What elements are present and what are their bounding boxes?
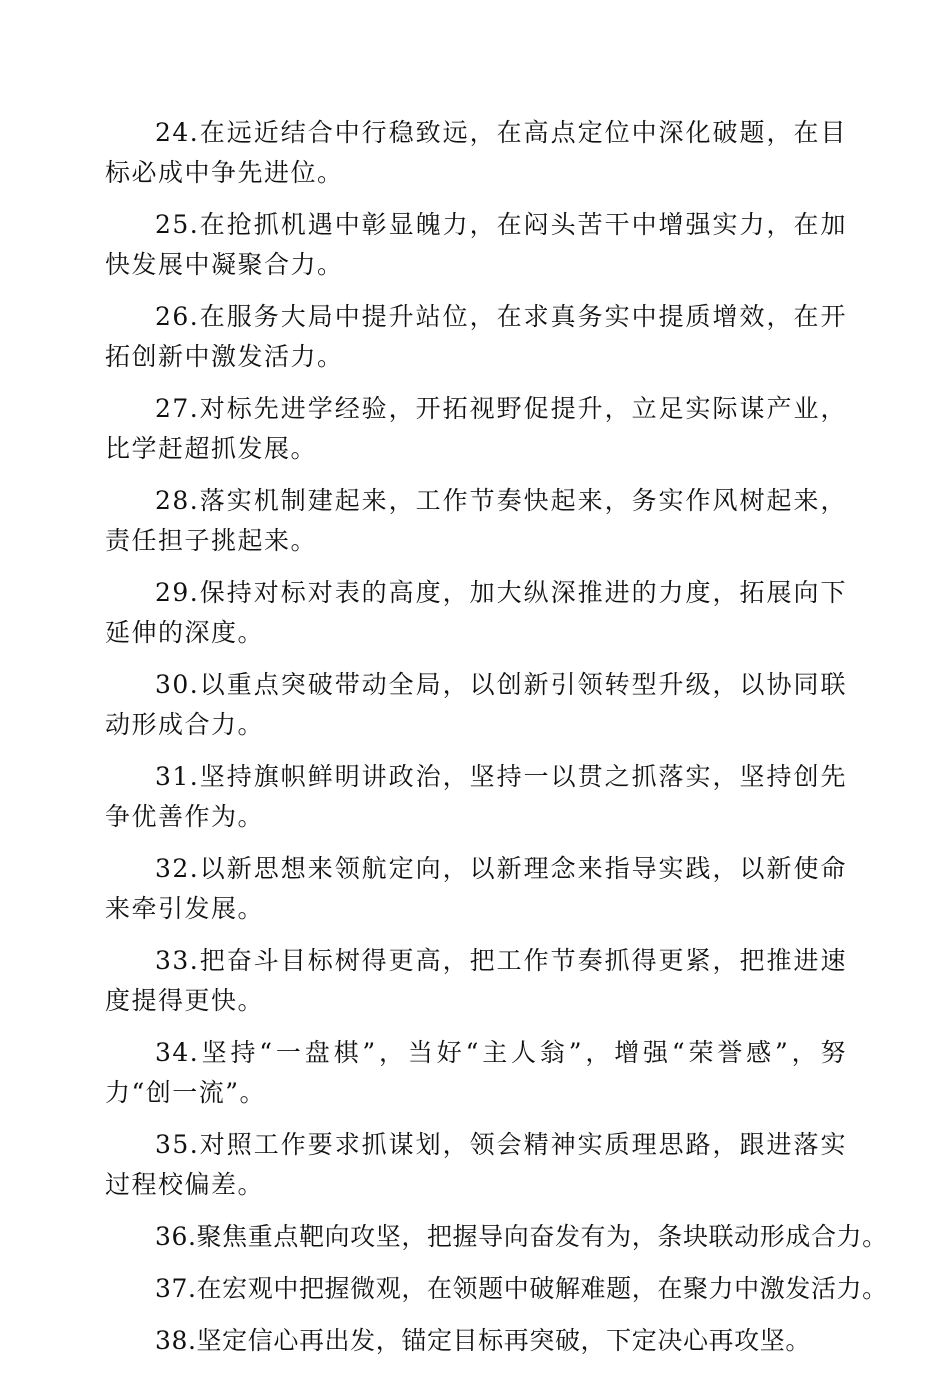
- paragraph-37: 37.在宏观中把握微观，在领题中破解难题，在聚力中激发活力。: [155, 1274, 888, 1303]
- paragraph-35: 35.对照工作要求抓谋划，领会精神实质理思路，跟进落实过程校偏差。: [105, 1130, 847, 1199]
- document-body: [105, 113, 888, 1373]
- paragraph-38: 38.坚定信心再出发，锚定目标再突破，下定决心再攻坚。: [155, 1326, 811, 1355]
- paragraph-30: 30.以重点突破带动全局，以创新引领转型升级，以协同联动形成合力。: [105, 670, 847, 739]
- paragraph-33: 33.把奋斗目标树得更高，把工作节奏抓得更紧，把推进速度提得更快。: [105, 946, 847, 1015]
- paragraph-29: 29.保持对标对表的高度，加大纵深推进的力度，拓展向下延伸的深度。: [105, 578, 847, 647]
- paragraph-32: 32.以新思想来领航定向，以新理念来指导实践，以新使命来牵引发展。: [105, 854, 847, 923]
- paragraph-24: 24.在远近结合中行稳致远，在高点定位中深化破题，在目标必成中争先进位。: [105, 118, 847, 187]
- paragraph-26: 26.在服务大局中提升站位，在求真务实中提质增效，在开拓创新中激发活力。: [105, 302, 847, 371]
- paragraph-36: 36.聚焦重点靶向攻坚，把握导向奋发有为，条块联动形成合力。: [155, 1222, 888, 1251]
- paragraph-28: 28.落实机制建起来，工作节奏快起来，务实作风树起来，责任担子挑起来。: [105, 486, 847, 555]
- paragraph-31: 31.坚持旗帜鲜明讲政治，坚持一以贯之抓落实，坚持创先争优善作为。: [105, 762, 847, 831]
- paragraph-34: 34.坚持“一盘棋”，当好“主人翁”，增强“荣誉感”，努力“创一流”。: [105, 1038, 847, 1107]
- paragraph-25: 25.在抢抓机遇中彰显魄力，在闷头苦干中增强实力，在加快发展中凝聚合力。: [105, 210, 847, 279]
- paragraph-27: 27.对标先进学经验，开拓视野促提升，立足实际谋产业，比学赶超抓发展。: [105, 394, 847, 463]
